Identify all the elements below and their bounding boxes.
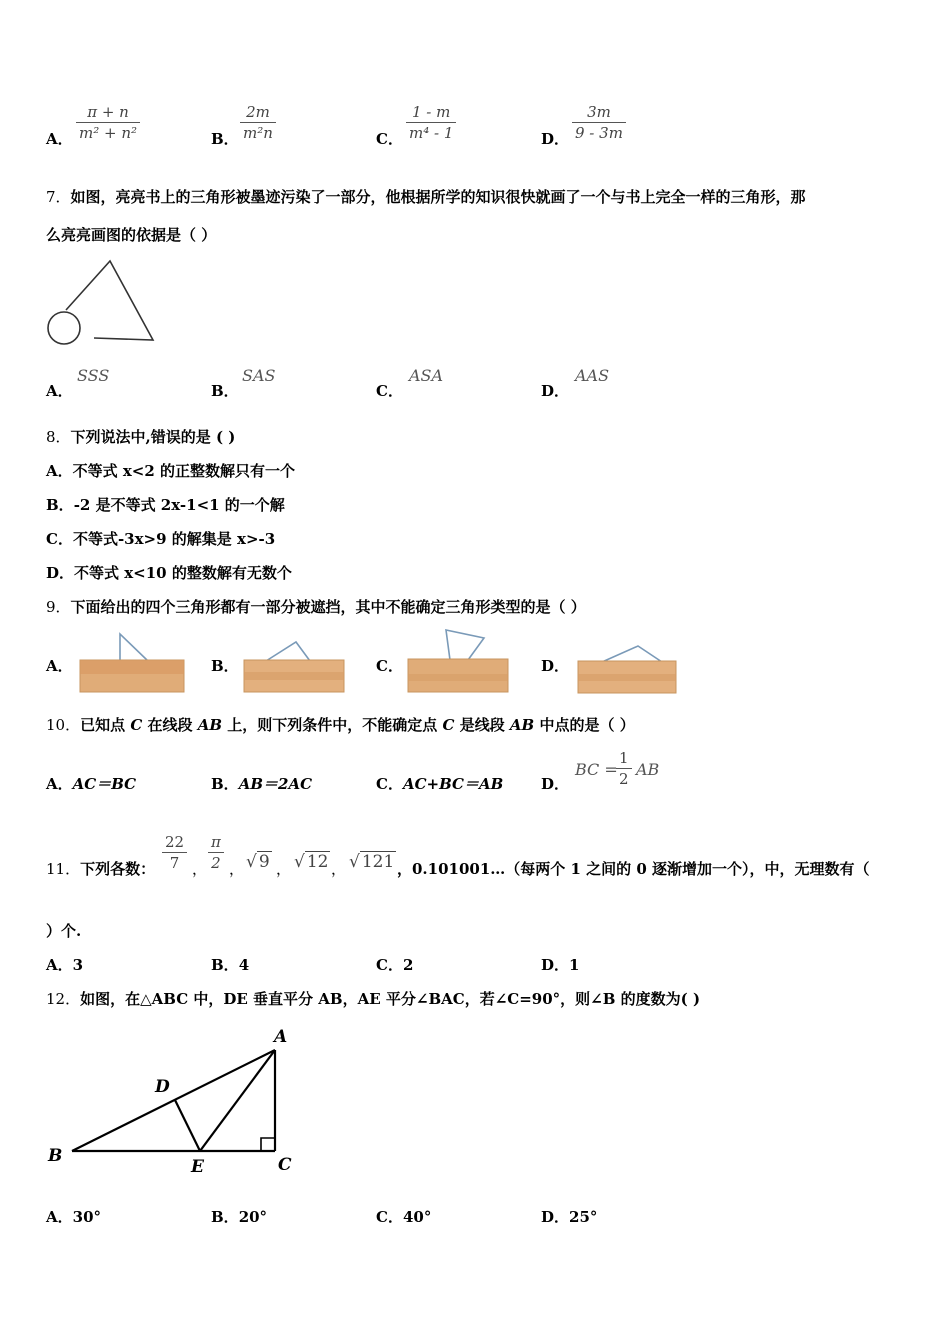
q11-number: 11．	[46, 860, 81, 878]
q7-option-d-value: AAS	[575, 366, 610, 385]
q11-stem-line2: ）个.	[46, 922, 82, 940]
q7-stem-line2: 么亮亮画图的依据是（ ）	[46, 226, 217, 244]
triangle-edges	[266, 642, 310, 661]
q6-option-c-label: C．	[376, 130, 403, 148]
q12-text: 如图，在△ABC 中，DE 垂直平分 AB，AE 平分∠BAC，若∠C=90°，则∠B 的度数为( )	[80, 990, 701, 1008]
q7-number: 7．	[46, 188, 71, 206]
label-c: C	[278, 1155, 292, 1175]
q7-option-c-value: ASA	[409, 366, 444, 385]
option-text: -2 是不等式 2x-1<1 的一个解	[73, 496, 285, 514]
q9-option-a-figure	[76, 632, 188, 694]
q11-sqrt-121: √ 121	[349, 852, 395, 872]
option-label: D．	[541, 1208, 570, 1226]
q10-option-b	[211, 773, 312, 794]
option-text: 不等式-3x>9 的解集是 x>-3	[72, 530, 276, 548]
wood-grain	[408, 674, 508, 681]
q9-option-a-label: A．	[46, 657, 73, 675]
option-label: A．	[46, 462, 73, 480]
q7-triangle-figure	[44, 258, 160, 350]
option-text: 40°	[402, 1208, 432, 1226]
q9-option-c-figure	[406, 626, 512, 694]
q9-option-d-label: D．	[541, 657, 570, 675]
q7-text: 如图，亮亮书上的三角形被墨迹污染了一部分，他根据所学的知识很快就画了一个与书上完全一样的三角形，那	[70, 188, 806, 206]
q9-option-b-label: B．	[211, 657, 239, 675]
q9-stem	[46, 596, 586, 617]
q11-option-b	[211, 954, 249, 975]
q11-sqrt-12: √ 12	[294, 852, 329, 872]
radicand: 121	[361, 852, 395, 872]
q10-option-a	[46, 773, 136, 794]
q10-option-d-bc: BC =	[575, 760, 618, 779]
q6-option-c-fraction	[406, 102, 456, 143]
label-a: A	[274, 1027, 288, 1047]
q8-option-d	[46, 562, 292, 583]
triangle-lines	[72, 1050, 275, 1151]
radicand: 9	[258, 852, 270, 872]
wood-grain	[80, 660, 184, 674]
q11-comma-3: ，	[276, 860, 292, 878]
option-text: AC＝BC	[72, 775, 137, 793]
q10-option-c	[376, 773, 503, 794]
q12-number: 12．	[46, 990, 81, 1008]
q6-option-d-fraction	[572, 102, 626, 143]
q11-comma-2: ，	[229, 860, 245, 878]
q9-option-b-figure	[240, 632, 348, 694]
numerator: π + n	[76, 102, 140, 123]
option-label: B．	[46, 496, 74, 514]
q9-text: 下面给出的四个三角形都有一部分被遮挡，其中不能确定三角形类型的是（ ）	[70, 598, 586, 616]
triangle-edges	[120, 634, 148, 661]
option-text: 不等式 x<2 的正整数解只有一个	[72, 462, 296, 480]
q7-stem-line1	[46, 186, 806, 207]
q7-option-b-label: B．	[211, 382, 239, 400]
option-label: D．	[541, 956, 570, 974]
q10-segment-ab: AB	[197, 716, 223, 734]
denominator: 7	[169, 854, 180, 872]
option-text: 3	[72, 956, 84, 974]
option-text: 25°	[569, 1208, 598, 1226]
denominator: 9 - 3m	[575, 124, 623, 142]
q10-number: 10．	[46, 716, 81, 734]
q10-point-c: C	[130, 716, 143, 734]
option-text: 20°	[238, 1208, 268, 1226]
denominator: 2	[211, 854, 221, 872]
q11-fraction-pi-2	[208, 832, 224, 873]
q9-option-c-label: C．	[376, 657, 403, 675]
option-label: C．	[376, 1208, 403, 1226]
option-label: A．	[46, 1208, 73, 1226]
q6-option-a-label: A．	[46, 130, 73, 148]
q11-option-c	[376, 954, 413, 975]
option-text: 不等式 x<10 的整数解有无数个	[74, 564, 292, 582]
option-text: 4	[238, 956, 250, 974]
q7-option-b-value: SAS	[242, 366, 276, 385]
q10-stem	[46, 714, 635, 735]
numerator: 1	[616, 748, 632, 769]
numerator: π	[208, 832, 224, 853]
option-label: B．	[211, 1208, 239, 1226]
option-label: D．	[46, 564, 75, 582]
option-text: 2	[402, 956, 414, 974]
denominator: m² + n²	[79, 124, 138, 142]
option-text: 1	[569, 956, 580, 974]
numerator: 1 - m	[406, 102, 456, 123]
q10-option-d-label: D．	[541, 775, 570, 793]
q10-text-a: 已知点	[80, 716, 131, 734]
triangle-edges	[602, 646, 662, 662]
ink-blot-icon	[48, 312, 80, 344]
q11-option-a	[46, 954, 83, 975]
q6-option-a-fraction	[76, 102, 140, 143]
q8-option-a	[46, 460, 295, 481]
label-b: B	[48, 1146, 63, 1166]
denominator: m²n	[243, 124, 273, 142]
segment-de	[175, 1100, 200, 1151]
q8-stem	[46, 426, 235, 447]
q12-stem	[46, 988, 700, 1009]
q8-option-b	[46, 494, 285, 515]
q10-segment-ab-2: AB	[509, 716, 535, 734]
q11-stem-tail: ，0.101001…（每两个 1 之间的 0 逐渐增加一个），中，无理数有（	[397, 860, 870, 878]
label-e: E	[191, 1157, 204, 1177]
q10-text-e: 中点的是（ ）	[534, 716, 635, 734]
q11-text: 下列各数：	[80, 860, 156, 878]
q11-sqrt-9: √ 9	[246, 852, 270, 872]
q8-option-c	[46, 528, 275, 549]
q6-option-d-label: D．	[541, 130, 570, 148]
q7-option-a-value: SSS	[77, 366, 110, 385]
q11-option-d	[541, 954, 579, 975]
denominator: m⁴ - 1	[409, 124, 454, 142]
q7-option-d-label: D．	[541, 382, 570, 400]
q6-option-b-label: B．	[211, 130, 239, 148]
triangle-edges	[446, 630, 484, 660]
option-label: B．	[211, 956, 239, 974]
numerator: 22	[162, 832, 187, 853]
option-label: A．	[46, 775, 73, 793]
option-label: C．	[376, 775, 403, 793]
segment-ae	[200, 1050, 275, 1151]
q10-text-d: 是线段	[454, 716, 510, 734]
q11-comma-4: ，	[331, 860, 347, 878]
option-text: AC+BC＝AB	[402, 775, 504, 793]
denominator: 2	[619, 770, 629, 788]
q6-option-b-fraction	[240, 102, 276, 143]
q8-number: 8．	[46, 428, 71, 446]
numerator: 3m	[572, 102, 626, 123]
q9-number: 9．	[46, 598, 71, 616]
option-label: B．	[211, 775, 239, 793]
radicand: 12	[306, 852, 329, 872]
option-text: 30°	[72, 1208, 102, 1226]
q12-option-b	[211, 1206, 267, 1227]
q7-option-a-label: A．	[46, 382, 73, 400]
q11-stem-start	[46, 858, 155, 879]
numerator: 2m	[240, 102, 276, 123]
q12-option-c	[376, 1206, 431, 1227]
q11-comma-1: ，	[192, 860, 208, 878]
option-label: A．	[46, 956, 73, 974]
option-text: AB＝2AC	[238, 775, 313, 793]
option-label: C．	[376, 956, 403, 974]
q8-text: 下列说法中,错误的是 ( )	[70, 428, 236, 446]
option-label: C．	[46, 530, 73, 548]
right-angle-mark	[261, 1138, 275, 1151]
q7-option-c-label: C．	[376, 382, 403, 400]
wood-grain	[244, 672, 344, 680]
q10-option-d-fraction	[616, 748, 632, 789]
q10-text-c: 上，则下列条件中，不能确定点	[222, 716, 443, 734]
wood-grain	[578, 674, 676, 681]
q10-option-d-ab: AB	[636, 760, 660, 779]
q10-point-c-2: C	[442, 716, 455, 734]
side-ab	[72, 1050, 275, 1151]
q12-triangle-figure	[44, 1022, 304, 1180]
q12-option-a	[46, 1206, 101, 1227]
q10-text-b: 在线段	[142, 716, 198, 734]
label-d: D	[155, 1077, 170, 1097]
q11-fraction-22-7	[162, 832, 187, 873]
q12-option-d	[541, 1206, 597, 1227]
q9-option-d-figure	[574, 636, 680, 696]
